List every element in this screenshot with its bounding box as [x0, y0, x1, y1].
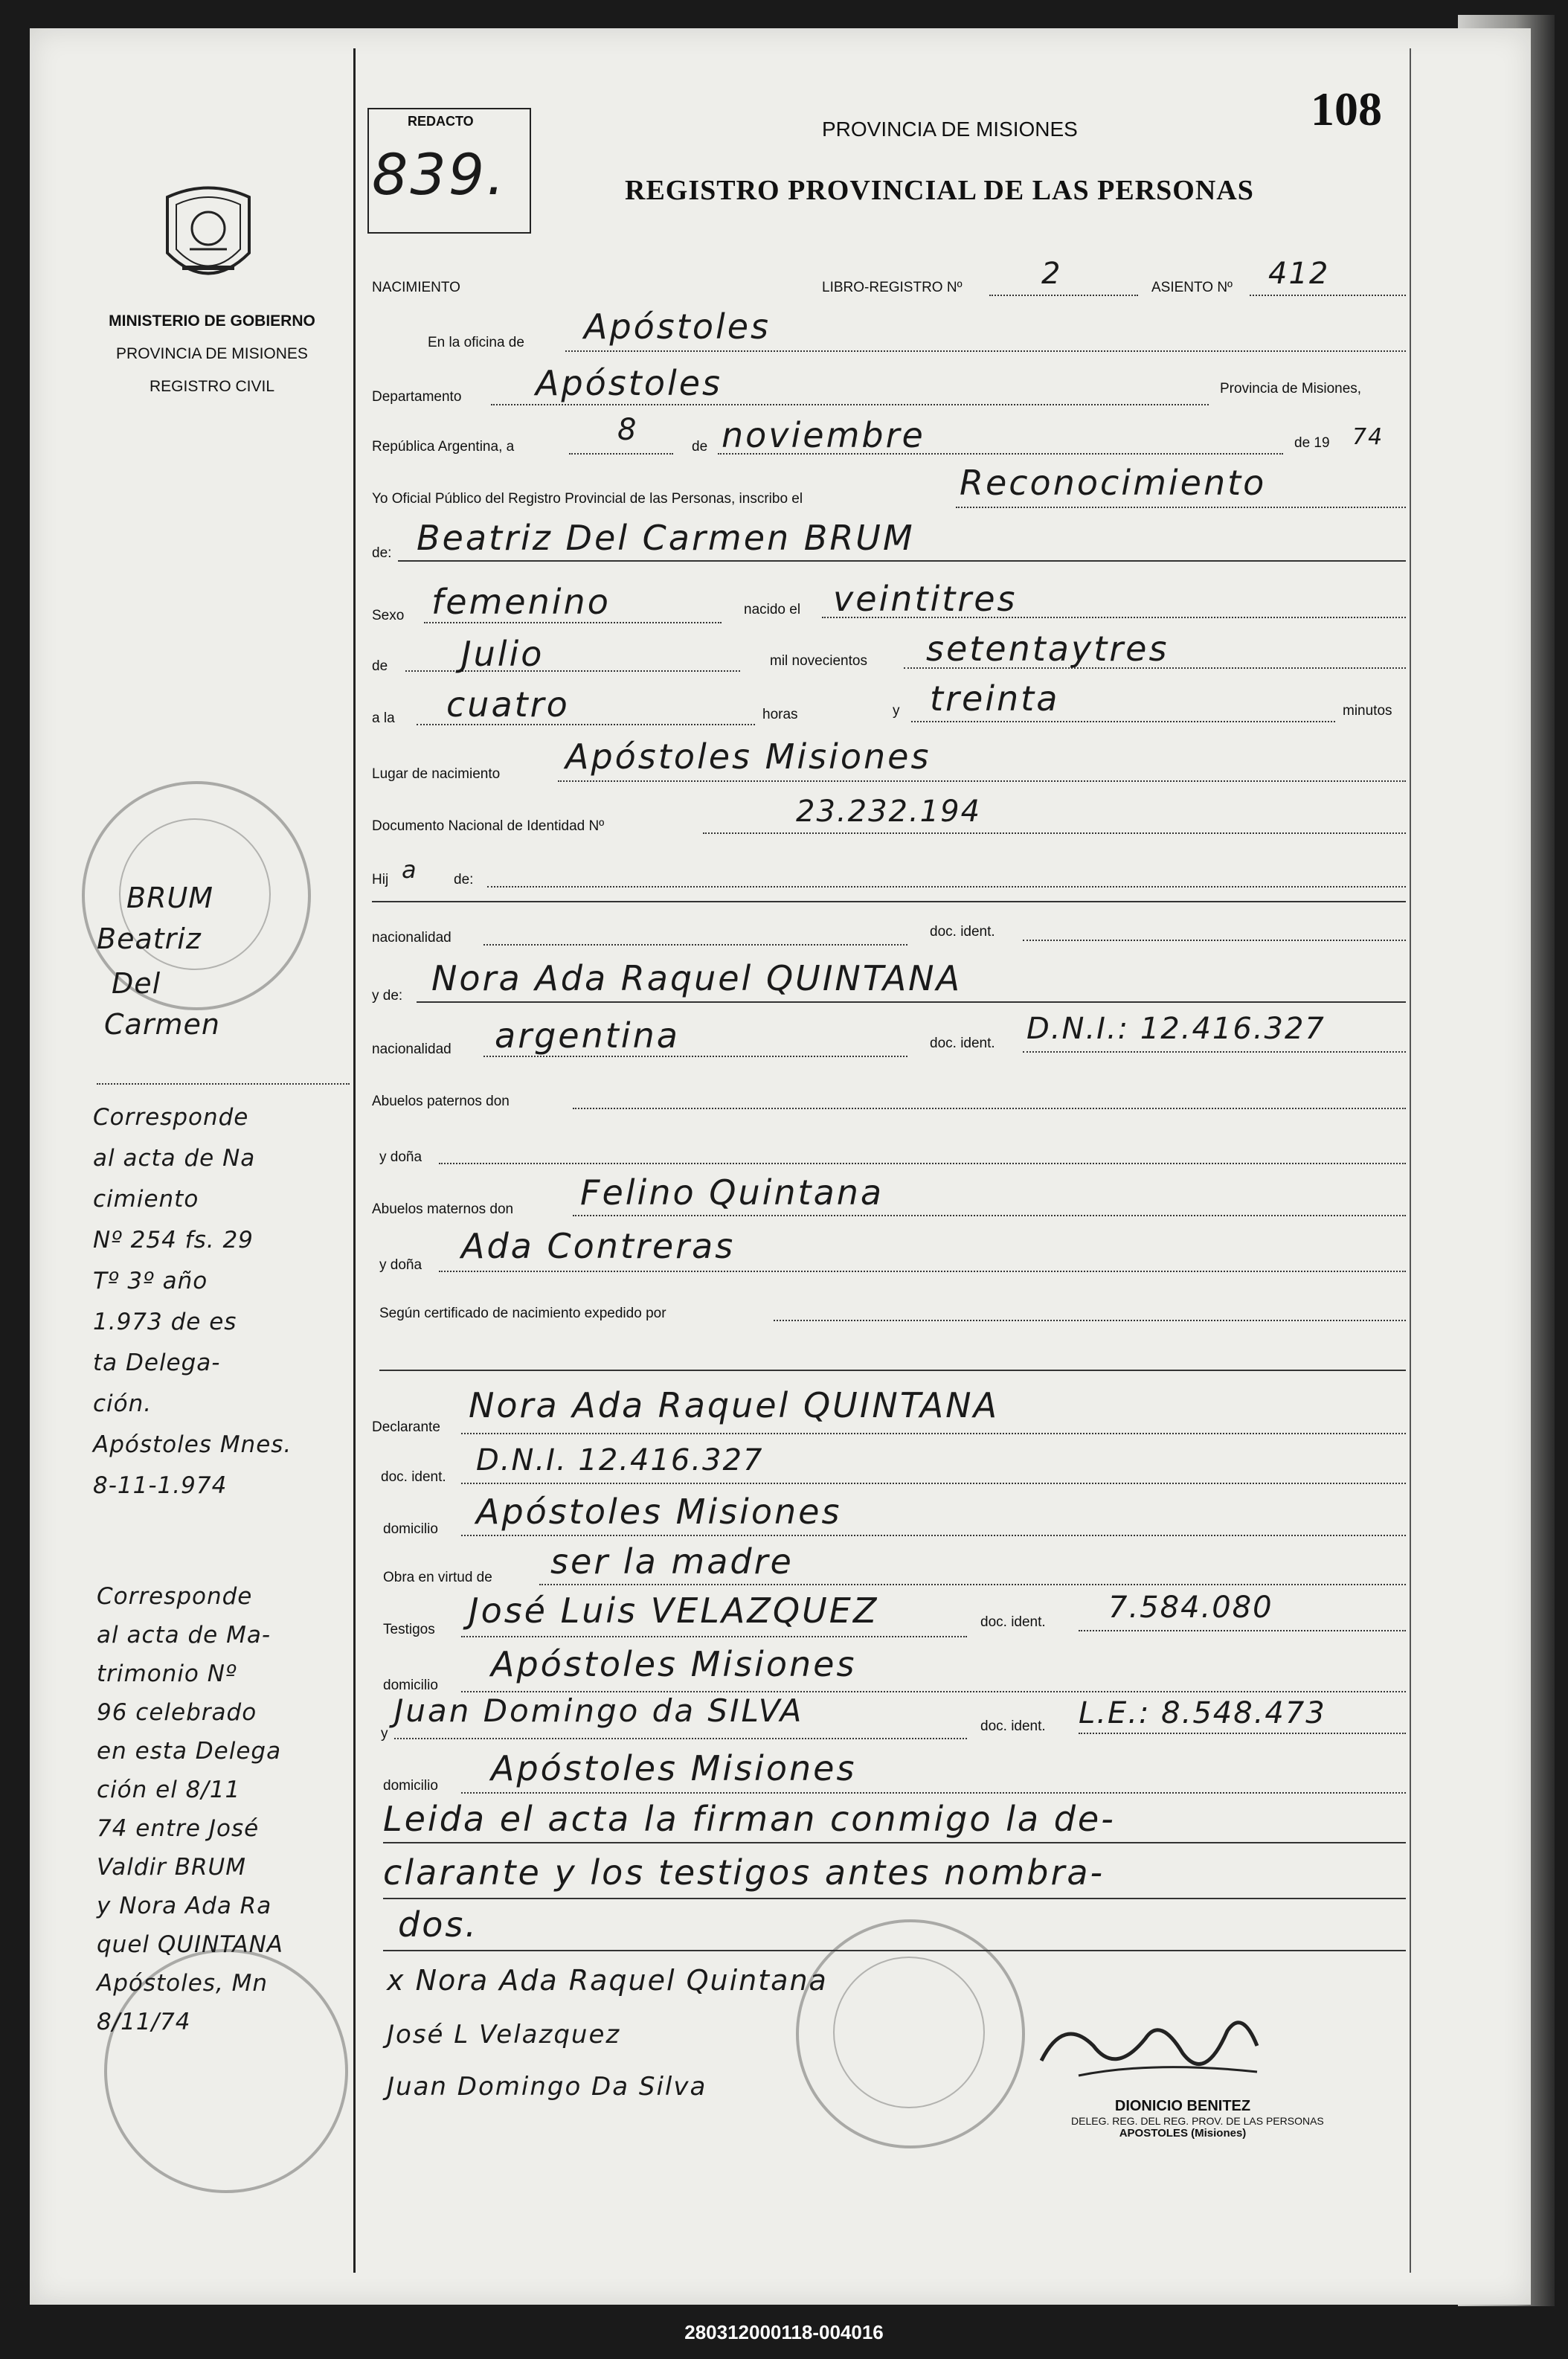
anio-value: 74 — [1352, 424, 1384, 450]
libro-label: LIBRO-REGISTRO Nº — [822, 280, 963, 295]
testigo1-domicilio-label: domicilio — [383, 1678, 438, 1693]
margin-note1-line: ción. — [93, 1390, 152, 1417]
declarante-value: Nora Ada Raquel QUINTANA — [469, 1385, 1000, 1425]
testigo1-domicilio-value: Apóstoles Misiones — [491, 1644, 857, 1684]
domicilio-declarante-value: Apóstoles Misiones — [476, 1492, 842, 1532]
y-label: y — [893, 703, 900, 719]
margin-note2-line: 8/11/74 — [97, 2009, 191, 2035]
declarante-label: Declarante — [372, 1419, 440, 1435]
ydona-maternos-label: y doña — [379, 1257, 422, 1273]
redactor-label: REDACTO — [408, 114, 474, 129]
official-name: DIONICIO BENITEZ — [1114, 2098, 1251, 2114]
hijo-suffix: a — [402, 856, 418, 884]
margin-note-matrimonio — [97, 1577, 283, 2041]
abuelo-materno-value: Felino Quintana — [580, 1172, 884, 1213]
testigo1-doc-label: doc. ident. — [980, 1614, 1046, 1630]
margin-name1: BRUM — [126, 882, 214, 914]
testigo2-domicilio-value: Apóstoles Misiones — [491, 1748, 857, 1788]
margin-note-nacimiento — [93, 1097, 292, 1506]
hora-value: cuatro — [446, 684, 570, 725]
margin-note2-line: Valdir BRUM — [97, 1854, 246, 1881]
obra-label: Obra en virtud de — [383, 1570, 492, 1585]
testigo2-doc-label: doc. ident. — [980, 1718, 1046, 1734]
horas-label: horas — [762, 707, 798, 722]
official-stamp-text — [1071, 2098, 1324, 2140]
hijo-label: Hij — [372, 872, 389, 888]
sexo-label: Sexo — [372, 608, 405, 623]
yde-label: y de: — [372, 988, 403, 1004]
margin-name4: Carmen — [104, 1008, 220, 1041]
margin-note2-line: Apóstoles, Mn — [97, 1970, 269, 1997]
header-provincia: PROVINCIA DE MISIONES — [822, 118, 1078, 141]
segun-label: Según certificado de nacimiento expedido por — [379, 1306, 666, 1321]
doc-ident-madre-label: doc. ident. — [930, 1036, 995, 1051]
margin-note1-line: al acta de Na — [93, 1145, 256, 1172]
ala-label: a la — [372, 710, 395, 726]
declarante-doc-label: doc. ident. — [381, 1469, 446, 1485]
doc-madre-value: D.N.I.: 12.416.327 — [1026, 1012, 1326, 1046]
margin-note2-line: al acta de Ma- — [97, 1622, 271, 1649]
margin-note1-line: Corresponde — [93, 1104, 249, 1131]
round-stamp-bottom-inner — [833, 1957, 985, 2108]
obra-value: ser la madre — [550, 1541, 794, 1582]
de-label: de — [692, 439, 708, 455]
margin-note2-line: Corresponde — [97, 1583, 253, 1610]
testigo2-domicilio-label: domicilio — [383, 1778, 438, 1794]
nacionalidad-padre-label: nacionalidad — [372, 930, 452, 946]
margin-note2-line: y Nora Ada Ra — [97, 1893, 272, 1919]
asiento-label: ASIENTO Nº — [1151, 280, 1233, 295]
right-rule — [1410, 48, 1411, 2273]
redactor-value: 839. — [372, 141, 507, 208]
margin-note1-line: 1.973 de es — [93, 1309, 237, 1335]
margin-note1-line: Tº 3º año — [93, 1268, 208, 1294]
lugar-value: Apóstoles Misiones — [565, 736, 931, 777]
ministerio-block — [89, 312, 335, 396]
domicilio-declarante-label: domicilio — [383, 1521, 438, 1537]
margin-note2-line: trimonio Nº — [97, 1660, 237, 1687]
margin-note2-line: en esta Delega — [97, 1738, 282, 1765]
libro-value: 2 — [1041, 257, 1062, 291]
provincia-label: Provincia de Misiones, — [1220, 381, 1362, 397]
abuela-materna-value: Ada Contreras — [461, 1226, 736, 1266]
mes-nac-value: Julio — [461, 634, 544, 674]
testigos-label: Testigos — [383, 1622, 435, 1637]
oficina-label: En la oficina de — [428, 335, 524, 350]
closing-line3: dos. — [398, 1904, 478, 1945]
coat-of-arms-seal — [160, 182, 257, 294]
departamento-value: Apóstoles — [536, 363, 723, 403]
margin-note1-line: cimiento — [93, 1186, 199, 1213]
margin-note1-line: Apóstoles Mnes. — [93, 1431, 292, 1458]
declarante-doc-value: D.N.I. 12.416.327 — [476, 1443, 764, 1477]
mil-label: mil novecientos — [770, 653, 867, 669]
signature-testigo2: Juan Domingo Da Silva — [387, 2072, 707, 2102]
yo-oficial-label: Yo Oficial Público del Registro Provincial de las Personas, inscribo el — [372, 491, 803, 507]
header-registro-title: REGISTRO PROVINCIAL DE LAS PERSONAS — [625, 175, 1254, 206]
nacionalidad-madre-value: argentina — [495, 1015, 680, 1056]
ministerio-line1: MINISTERIO DE GOBIERNO — [109, 312, 315, 330]
testigo1-doc-value: 7.584.080 — [1108, 1591, 1273, 1625]
testigo2-prefix: y — [381, 1726, 388, 1742]
republica-label: República Argentina, a — [372, 439, 515, 455]
minutos-label: minutos — [1343, 703, 1392, 719]
nacimiento-label: NACIMIENTO — [372, 280, 460, 295]
nacido-value: veintitres — [833, 579, 1018, 619]
ministerio-line3: REGISTRO CIVIL — [149, 378, 275, 395]
official-title: DELEG. REG. DEL REG. PROV. DE LAS PERSONAS — [1071, 2115, 1324, 2127]
abuelos-maternos-label: Abuelos maternos don — [372, 1201, 514, 1217]
margin-name3: Del — [112, 967, 161, 1000]
margin-note2-line: ción el 8/11 — [97, 1777, 241, 1803]
testigo2-doc-value: L.E.: 8.548.473 — [1079, 1696, 1326, 1730]
abuelos-paternos-label: Abuelos paternos don — [372, 1094, 510, 1109]
margin-note1-line: ta Delega- — [93, 1349, 221, 1376]
margin-note2-line: 96 celebrado — [97, 1699, 257, 1726]
nacionalidad-madre-label: nacionalidad — [372, 1042, 452, 1057]
official-place: APOSTOLES (Misiones) — [1119, 2127, 1247, 2140]
madre-value: Nora Ada Raquel QUINTANA — [431, 958, 963, 998]
margin-note2-line: 74 entre José — [97, 1815, 260, 1842]
mes-value: noviembre — [722, 415, 925, 455]
anio-nac-value: setentaytres — [926, 629, 1169, 669]
de19-label: de 19 — [1294, 435, 1330, 451]
signature-testigo1: José L Velazquez — [387, 2020, 621, 2050]
margin-note2-line: quel QUINTANA — [97, 1931, 283, 1958]
testigo2-value: Juan Domingo da SILVA — [394, 1692, 804, 1729]
margin-rule — [353, 48, 356, 2273]
dni-label: Documento Nacional de Identidad Nº — [372, 818, 605, 834]
doc-ident-padre-label: doc. ident. — [930, 924, 995, 940]
oficina-value: Apóstoles — [584, 306, 771, 347]
ydona-paternos-label: y doña — [379, 1149, 422, 1165]
inscribo-value: Reconocimiento — [960, 463, 1267, 503]
nombre-value: Beatriz Del Carmen BRUM — [417, 518, 915, 558]
official-signature — [1034, 2001, 1279, 2102]
ministerio-line2: PROVINCIA DE MISIONES — [116, 345, 308, 362]
margin-note1-line: 8-11-1.974 — [93, 1472, 228, 1499]
closing-line1: Leida el acta la firman conmigo la de- — [383, 1799, 1116, 1839]
lugar-label: Lugar de nacimiento — [372, 766, 501, 782]
page-number: 108 — [1311, 83, 1382, 135]
footer-id: 280312000118-004016 — [684, 2321, 884, 2343]
testigo1-value: José Luis VELAZQUEZ — [469, 1591, 879, 1631]
closing-line2: clarante y los testigos antes nombra- — [383, 1852, 1105, 1893]
margin-note1-line: Nº 254 fs. 29 — [93, 1227, 254, 1254]
minutos-value: treinta — [930, 678, 1060, 719]
departamento-label: Departamento — [372, 389, 462, 405]
de-name-label: de: — [372, 545, 392, 561]
sexo-value: femenino — [431, 582, 611, 622]
dni-value: 23.232.194 — [796, 795, 982, 829]
signature-declarante: x Nora Ada Raquel Quintana — [387, 1964, 828, 1997]
dia-value: 8 — [617, 413, 638, 447]
de-mes-label: de — [372, 658, 388, 674]
hijo-de-label: de: — [454, 872, 474, 888]
asiento-value: 412 — [1268, 257, 1330, 291]
margin-name2: Beatriz — [97, 922, 202, 955]
nacido-label: nacido el — [744, 602, 801, 617]
